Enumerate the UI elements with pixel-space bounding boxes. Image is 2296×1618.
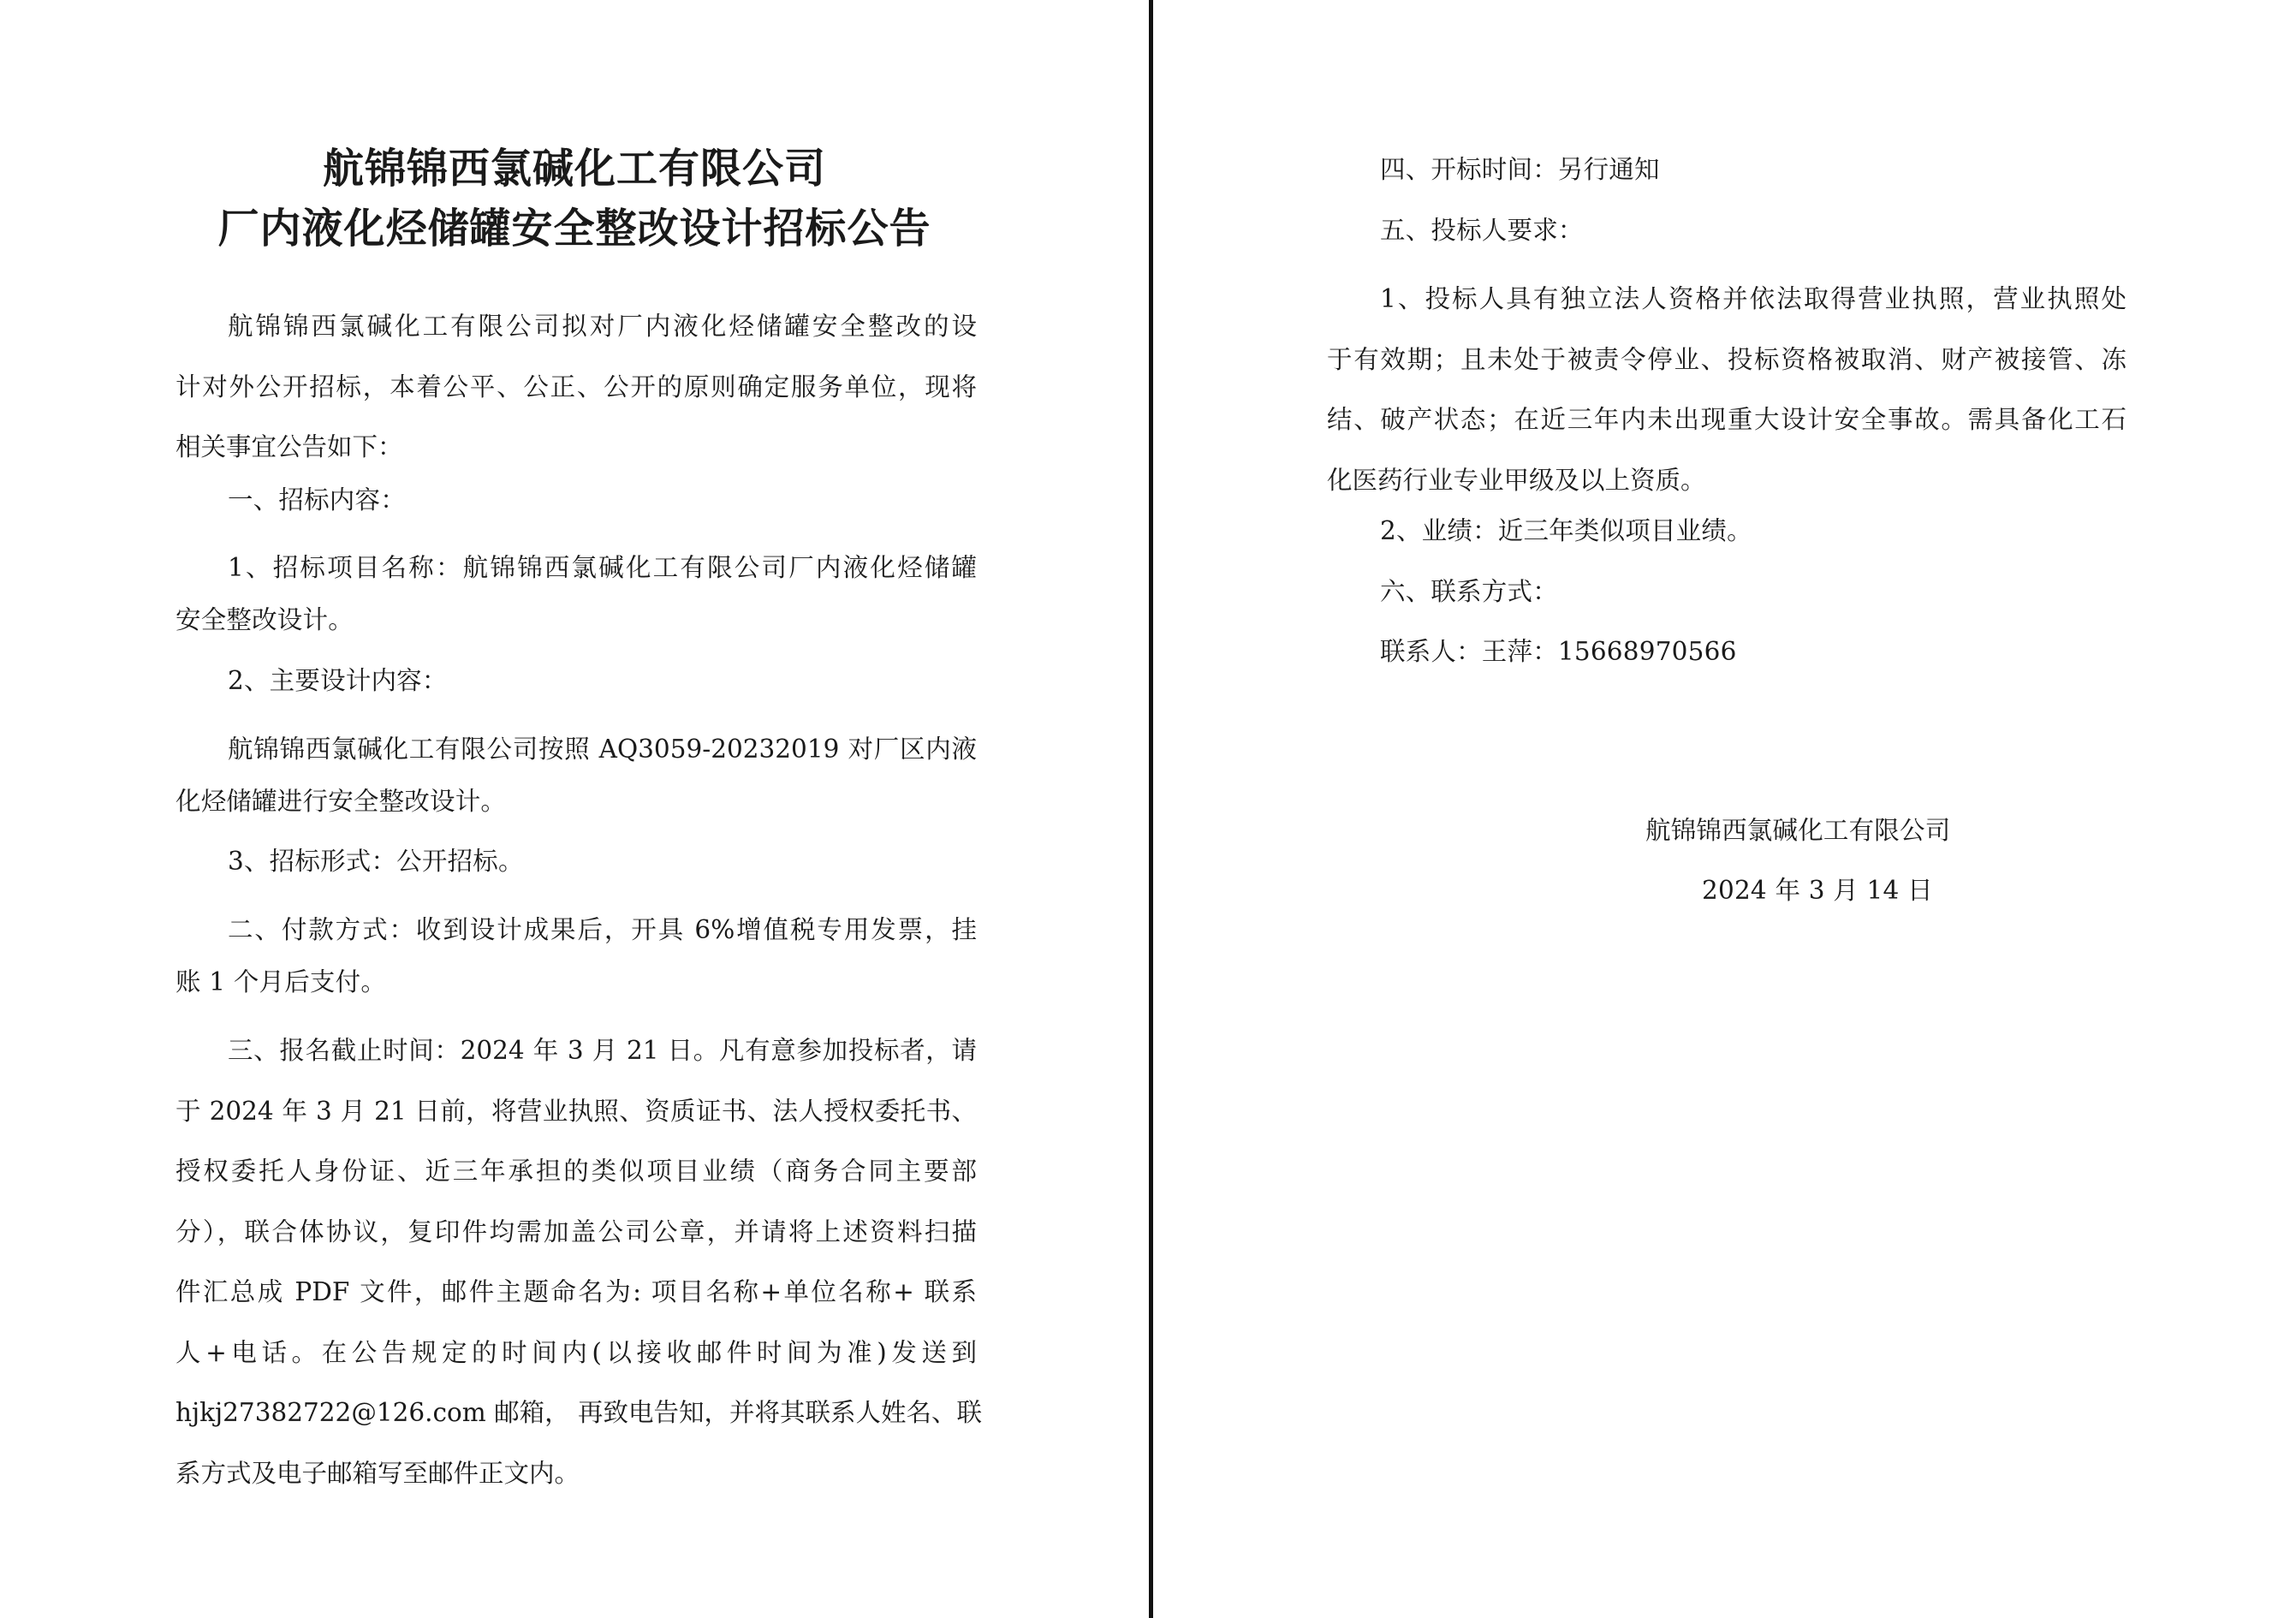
section-3-line: 系方式及电子邮箱写至邮件正文内。 xyxy=(175,1458,580,1488)
section-3-line: 件汇总成 PDF 文件，邮件主题命名为: 项目名称+单位名称+ 联系 xyxy=(175,1277,977,1306)
section-3-line: 人+电话。在公告规定的时间内(以接收邮件时间为准)发送到 xyxy=(175,1337,977,1367)
section-3-body xyxy=(175,1081,983,1504)
requirement-1 xyxy=(1380,269,2126,330)
signature-date: 2024 年 3 月 14 日 xyxy=(1702,876,1933,905)
section-5-heading: 五、投标人要求： xyxy=(1380,216,1584,245)
section-1-heading: 一、招标内容： xyxy=(228,485,406,515)
item-1 xyxy=(228,538,977,598)
title-notice: 厂内液化烃储罐安全整改设计招标公告 xyxy=(217,205,931,253)
section-2-line: 账 1 个月后支付。 xyxy=(175,967,387,996)
item-1-line: 安全整改设计。 xyxy=(175,605,354,634)
intro-paragraph-cont xyxy=(175,357,977,478)
intro-paragraph xyxy=(175,296,977,357)
intro-line: 航锦锦西氯碱化工有限公司拟对厂内液化烃储罐安全整改的设 xyxy=(228,312,977,341)
item-2-line: 航锦锦西氯碱化工有限公司按照 AQ3059-20232019 对厂区内液 xyxy=(228,735,977,764)
contact-line: 联系人：王萍：15668970566 xyxy=(1380,637,1737,666)
page-divider xyxy=(1149,0,1153,1618)
section-3-line: 分），联合体协议，复印件均需加盖公司公章，并请将上述资料扫描 xyxy=(175,1216,977,1246)
section-3-line: 于 2024 年 3 月 21 日前，将营业执照、资质证书、法人授权委托书、 xyxy=(175,1096,977,1126)
intro-line: 计对外公开招标，本着公平、公正、公开的原则确定服务单位，现将 xyxy=(175,372,977,402)
section-3-line: 授权委托人身份证、近三年承担的类似项目业绩（商务合同主要部 xyxy=(175,1157,977,1186)
item-2-body xyxy=(228,719,977,780)
requirement-1-line: 1、投标人具有独立法人资格并依法取得营业执照，营业执照处 xyxy=(1380,284,2126,313)
section-3-first xyxy=(228,1020,977,1081)
signature-company: 航锦锦西氯碱化工有限公司 xyxy=(1645,816,1951,845)
section-3-line: hjkj27382722@126.com 邮箱， 再致电告知，并将其联系人姓名、联 xyxy=(175,1398,983,1427)
requirement-1-line: 于有效期；且未处于被责令停业、投标资格被取消、财产被接管、冻 xyxy=(1327,344,2126,374)
right-page xyxy=(1156,0,2296,1618)
section-2 xyxy=(228,900,977,961)
section-2-line: 二、付款方式：收到设计成果后，开具 6%增值税专用发票，挂 xyxy=(228,915,977,944)
requirement-1-line: 结、破产状态；在近三年内未出现重大设计安全事故。需具备化工石 xyxy=(1327,405,2126,434)
item-3: 3、招标形式：公开招标。 xyxy=(228,847,524,876)
intro-line: 相关事宜公告如下： xyxy=(175,432,403,461)
section-3-line: 三、报名截止时间：2024 年 3 月 21 日。凡有意参加投标者，请 xyxy=(228,1036,977,1065)
item-2-line: 化烃储罐进行安全整改设计。 xyxy=(175,787,507,816)
title-company: 航锦锦西氯碱化工有限公司 xyxy=(322,145,826,193)
requirement-1-cont xyxy=(1327,330,2126,511)
item-1-line: 1、招标项目名称：航锦锦西氯碱化工有限公司厂内液化烃储罐 xyxy=(228,553,977,582)
requirement-1-line: 化医药行业专业甲级及以上资质。 xyxy=(1327,465,1706,495)
section-6-heading: 六、联系方式： xyxy=(1380,577,1558,606)
requirement-2: 2、业绩：近三年类似项目业绩。 xyxy=(1380,516,1752,545)
item-2-heading: 2、主要设计内容： xyxy=(228,666,448,695)
section-4: 四、开标时间：另行通知 xyxy=(1380,155,1660,184)
